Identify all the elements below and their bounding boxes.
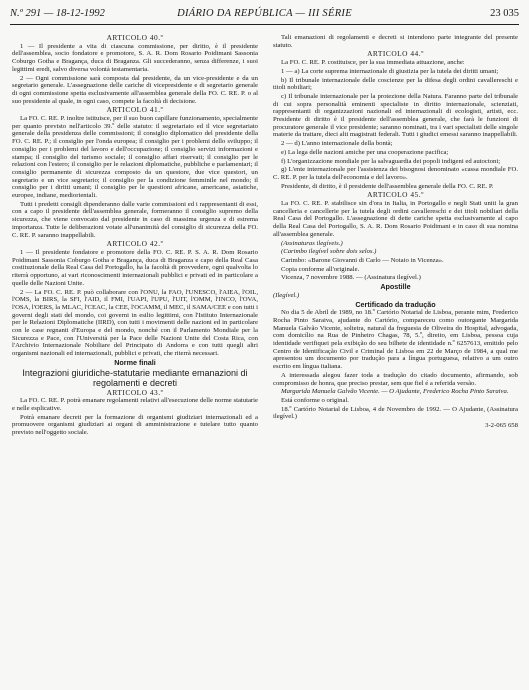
article-heading: ARTICOLO 41.º: [106, 105, 164, 115]
page-number: 23 035: [490, 8, 519, 19]
paragraph: No dia 5 de Abril de 1989, no 18.º Cartório Notarial de Lisboa, perante mim, Frederico Rocha Pinto Saraiva, ajudante do Cartório, compareceu como outorgante Margarida Manuela Galvão Vicente, solteira, natural da freguesia de Oliveira do Hospital, advogada, com domicílio na Rua de Pinheiro Chagas, 78, 5.º, direito, em Lisboa, pessoa cuja identidade verifiquei pela exibição do seu bilhete de identidade n.º 6257613, emitido pelo Centro de Identificação Civil e Criminal de Lisboa em 22 de Março de 1984, a qual me apresentou um documento por tradução para a língua portuguesa, relativo a um outro escrito em língua italiana.: [273, 309, 518, 371]
paragraph: La FO. C. RE. P. potrà emanare regolamenti relativi all'esecuzione delle norme statutarie e nelle esplicative.: [12, 397, 258, 412]
issue-number: N.º 291 — 18-12-1992: [10, 8, 105, 19]
article-heading: ARTICOLO 40.º: [106, 34, 164, 42]
copy-note: Copia conforme all'originale.: [281, 265, 360, 273]
certificate-heading: Certificado da tradução: [355, 299, 436, 309]
stamp-text: Carimbo: «Barone Giovanni di Carlo — Notaio in Vicenza».: [281, 256, 444, 264]
list-item: e) La lega delle nazioni amiche per una cooperazione pacifica;: [281, 148, 449, 156]
page-header: [10, 8, 519, 25]
paragraph: 1 — Il presidente a vita di ciascuna commissione, per diritto, è il presidente dell'assemblea, socio fondatore e promotore, S. A. R. Dom Rosario Poidimani Sassonia Coburgo Gotha e Bragança, duca di Braganza. Gli succederanno, senza differenze, i suoi legittimi eredi, salvo diversa volontà testamentaria.: [12, 42, 258, 73]
paragraph: 18.º Cartório Notarial de Lisboa, 4 de Novembro de 1992. — O Ajudante, (Assinatura ilegível.): [273, 405, 518, 421]
paragraph: Presidente, di diritto, è il presidente dell'assemblea generale della FO. C. RE. P.: [281, 182, 494, 190]
stamp-note: (Carimbo ilegível sobre dois selos.): [281, 248, 377, 256]
reference-code: 3-2-065 658: [485, 422, 518, 430]
list-item: 2 — d) L'anno internazionale della bontà;: [281, 140, 393, 148]
list-item: c) Il tribunale internazionale per la protezione della Natura. Faranno parte del tribunale di cui sopra personalità eminenti specialiste in diritto internazionale, scienziati, rappresentanti di organizzazioni nazionali ed internazionali di ecologisti, artisti, ecc. Presidente di diritto è il presidente dell'assemblea generale, che farà le funzioni di procuratore generale il vice presidente; saranno nominati, tra i vari specialisti delle singole materie da trattare, dieci alti magistrati federali. Tutti i giudici emessi saranno inappellabili.: [273, 92, 518, 139]
signature-note: (Assinaturas ilegíveis.): [281, 239, 343, 247]
article-heading: ARTICOLO 45.º: [367, 190, 424, 200]
paragraph: Tutti i predetti consigli dipenderanno dalle varie commissioni ed i rappresentanti di essi, con a capo il presidente dell'assemblea generale, formeranno il consiglio supremo della sicurezza, che viene convocato dal presidente in caso di massima urgenza e di estrema importanza. Tutte le deliberazioni votate all'unanimità del consiglio di sicurezza della FO. C. RE. P. saranno inappellabili.: [12, 200, 258, 239]
article-heading: ARTICOLO 44.º: [367, 49, 424, 59]
paragraph: Tali emanazioni di regolamenti e decreti si intendono parte integrante del presente statuto.: [273, 34, 518, 49]
paragraph: 2 — La FO. C. RE. P. può collaborare con l'ONU, la FAO, l'UNESCO, l'AIEA, l'OIL, l'OMS, la BIRS, la SFI, l'AID, il FMI, l'UAPI, l'UPU, l'UIT, l'OMM, l'INCO, l'OVA, l'OSA, l'OERS, la MLAC, l'CEAC, la CEE, l'OCAMM, il MEC, il SAMA/CEE e con tutti i governi degli stati del mondo, coi governi in esilio legittimi, con l'Istituto Internazionale per le Relazioni Diplomatiche (IIRD), con tutti i movimenti delle nazioni ed in particolare con le case regnanti d'Europa e del mondo, nonché con il Parlamento Mondiale per la Sicurezza e Pace, con l'Università per la Pace delle Nazioni Unite del Costa Rica, con l'Archivio Internazionale Nobiliare del Principato di Andorra e con tutti quegli altri organismi nazionali ed internazionali, pubblici e privati, che riterrà necessari.: [12, 288, 258, 358]
article-heading: ARTICOLO 42.º: [106, 239, 164, 249]
signatories: Margarida Manuela Galvão Vicente. — O Ajudante, Frederico Rocha Pinto Saraiva.: [281, 388, 509, 396]
article-heading: ARTICOLO 43.º: [106, 387, 164, 397]
paragraph: 2 — Ogni commissione sarà composta dal presidente, da un vice-presidente e da un segretario generale. L'assegnazione delle cariche di vicepresidente e di segretario generale di ogni commissione spetta esclusivamente all'assemblea generale della FO. C. RE. P. o al suo presidente al quale, in ogni caso, compete la facoltà di decisione.: [12, 74, 258, 105]
journal-title: DIÁRIO DA REPÚBLICA — III SÉRIE: [177, 8, 352, 19]
list-item: f) L'organizzazione mondiale per la salvaguardia dei popoli indigeni ed autoctoni;: [281, 157, 501, 165]
paragraph: 1 — Il presidente fondatore e promotore della FO. C. RE. P. S. A. R. Dom Rosario Poidimani Sassonia Coburgo Gotha e Bragança, duca di Braganza e capo della Real Casa costituzionale della Real Casa del Portogallo, ha la facoltà di provvedere, ogni qualvolta lo riterrà opportuno, ai vari riconoscimenti internazionali pubblici e privati ed in particolare a quelle delle Nazioni Unite.: [12, 248, 258, 287]
section-subtitle: Integrazioni giuridiche-statutarie mediante emanazioni di regolamenti e decreti: [22, 367, 248, 388]
left-column: [12, 34, 258, 684]
date-line: Vicenza, 7 novembre 1988. — (Assinatura ilegível.): [281, 274, 421, 282]
apostille-heading: Apostille: [380, 282, 411, 292]
paragraph: La FO. C. RE. P. costituisce, per la sua immediata attuazione, anche:: [281, 59, 465, 67]
list-item: b) Il tribunale internazionale delle coscienze per la difesa degli ordini cavallereschi e titoli nobiliari;: [273, 76, 518, 92]
list-item: g) L'ente internazionale per l'assistenza dei bisognosi denominato «cassa mondiale FO. C. RE. P. per la tutela dell'economia e del lavoro».: [273, 166, 518, 181]
list-item: 1 — a) La corte suprema internazionale di giustizia per la tutela dei diritti umani;: [281, 67, 499, 75]
paragraph: Potrà emanare decreti per la formazione di organismi giudiziari internazionali ed a promuovere organismi giudiziari ai organi di amministrazione e tutelare tutto quanto previsto nell'oggetto sociale.: [12, 413, 258, 437]
paragraph: Está conforme o original.: [281, 396, 349, 404]
paragraph: La FO. C. RE. P. stabilisce sin d'ora in Italia, in Portogallo e negli Stati uniti la gran cancelleria e cancellerie per la tutela degli ordini cavallereschi e dei titoli nobiliari della Real Casa del Portogallo. L'assegnazione di dette cariche spetta esclusivamente al capo della Real Casa del Portogallo, S. A. R. Dom Rosario Poidimani e in caso di sua nomina all'assemblea generale.: [273, 200, 518, 238]
right-column: [273, 34, 518, 684]
illegible-note: (Ilegível.): [273, 291, 300, 299]
section-title: Norme finali: [114, 357, 156, 367]
paragraph: La FO. C. RE. P. inoltre istituisce, per il suo buon capillare funzionamento, specialmente per quanto previsto nell'articolo 39.º delle statuto: il segretariato ed il vice segretariato generale della presidenza delle commissioni; il consiglio diplomatico del presidente della FO. C. RE. P.; il consiglio per l'onda europea; il consiglio per i problemi dello sviluppo; il consiglio per i problemi del lavoro e dell'occupazione; il consiglio servizi informazioni e stampa; il consiglio del turismo sociale; il consiglio affari riservati; il consiglio per le relazioni con l'estero; il consiglio per le relazioni diplomatiche, pubbliche e parlamentari; il consiglio permanente di sicurezza composto da un questore, due vice questori, un segretario e un vice segretario; il consiglio per la condizione femminile nel mondo; il consiglio per i diritti umani; il consiglio per le questioni africane, americane, asiatiche, europee, indiane, mediorientali.: [12, 115, 258, 200]
paragraph: A interessada alegou fazer toda a tradução do citado documento, afirmando, sob compromisso de honra, que preciso prestar, sem que fiel é a referida versão.: [273, 371, 518, 387]
